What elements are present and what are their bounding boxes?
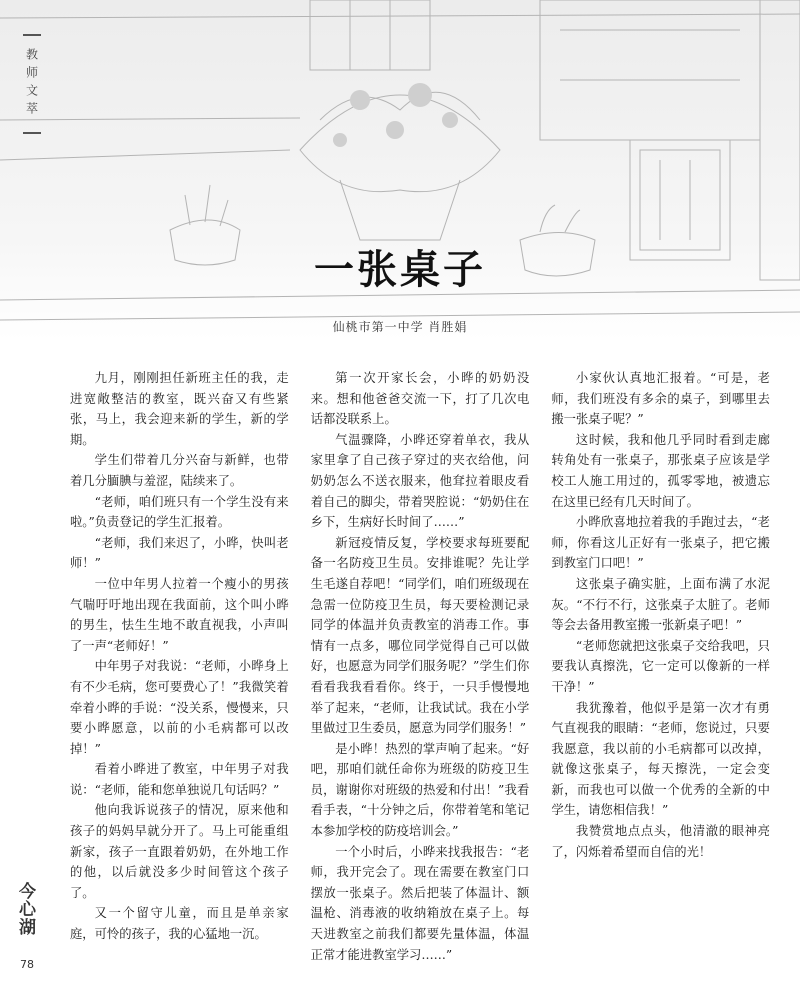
paragraph: 一个小时后，小晔来找我报告：“老师，我开完会了。现在需要在教室门口摆放一张桌子。然后把装了体温计、额温枪、消毒液的收纳箱放在桌子上。每天进教室之前我们都要先量体温，体温正常才能进教室学习……”: [310, 844, 530, 962]
paragraph: “老师，我们来迟了，小晔，快叫老师！”: [70, 535, 289, 571]
paragraph: 九月，刚刚担任新班主任的我，走进宽敞整洁的教室，既兴奋又有些紧张，马上，我会迎来新的学生，新的学期。: [70, 371, 289, 447]
paragraph: 第一次开家长会，小晔的奶奶没来。想和他爸爸交流一下，打了几次电话都没联系上。: [310, 371, 530, 427]
section-rule-bottom: [23, 132, 41, 134]
paragraph: “老师您就把这张桌子交给我吧，只要我认真擦洗，它一定可以像新的一样干净！”: [551, 638, 770, 694]
paragraph: 这时候，我和他几乎同时看到走廊转角处有一张桌子，那张桌子应该是学校工人施工用过的，孤零零地，被遗忘在这里已经有几天时间了。: [551, 432, 770, 509]
article-author: 仙桃市第一中学 肖胜娟: [332, 320, 468, 334]
section-rule-top: [23, 34, 41, 36]
page-number: 78: [20, 958, 34, 971]
paragraph: 看着小晔进了教室，中年男子对我说：“老师，能和您单独说几句话吗？”: [70, 762, 289, 797]
paragraph: 新冠疫情反复，学校要求每班要配备一名防疫卫生员。安排谁呢？先让学生毛遂自荐吧！“同学们，咱们班级现在急需一位防疫卫生员，每天要检测记录同学的体温并负责教室的消毒工作。事情有一点多，哪位同学觉得自己可以做好，也愿意为同学们服务呢？”学生们你看看我我看看你。终于，一只手慢慢地举了起来，“老师，让我试试。我在小学里做过卫生委员，愿意为同学们服务！”: [310, 535, 530, 736]
article-body: [70, 368, 770, 978]
paragraph: 小晔欣喜地拉着我的手跑过去，“老师，你看这儿正好有一张桌子，把它搬到教室门口吧！”: [551, 515, 770, 571]
paragraph: 我犹豫着，他似乎是第一次才有勇气直视我的眼睛：“老师，您说过，只要我愿意，我以前的小毛病都可以改掉，就像这张桌子，每天擦洗，一定会变新，而我也可以做一个优秀的全新的中学生，请您相信我！”: [551, 700, 770, 818]
section-label: [22, 30, 42, 138]
paragraph: 我赞赏地点点头，他清澈的眼神亮了，闪烁着希望而自信的光！: [551, 824, 770, 859]
paragraph: 气温骤降，小晔还穿着单衣，我从家里拿了自己孩子穿过的夹衣给他，问奶奶怎么不送衣服来，他耷拉着眼皮看着自己的脚尖，带着哭腔说：“奶奶住在乡下，生病好长时间了……”: [310, 432, 530, 530]
paragraph: 一位中年男人拉着一个瘦小的男孩气喘吁吁地出现在我面前，这个叫小晔的男生，怯生生地不敢直视我，小声叫了一声“老师好！”: [70, 576, 289, 653]
paragraph: 是小晔！热烈的掌声响了起来。“好吧，那咱们就任命你为班级的防疫卫生员，谢谢你对班级的热爱和付出！”我看看手表，“十分钟之后，你带着笔和笔记本参加学校的防疫培训会。”: [310, 741, 530, 839]
article-title: 一张桌子: [314, 247, 486, 293]
paragraph: 小家伙认真地汇报着。“可是，老师，我们班没有多余的桌子，到哪里去搬一张桌子呢？”: [551, 371, 770, 427]
paragraph: 学生们带着几分兴奋与新鲜，也带着几分腼腆与羞涩，陆续来了。: [70, 453, 289, 488]
paragraph: “老师，咱们班只有一个学生没有来啦。”负责登记的学生汇报着。: [70, 494, 289, 530]
paragraph: 这张桌子确实脏，上面布满了水泥灰。“不行不行，这张桌子太脏了。老师等会去备用教室搬一张新桌子吧！”: [551, 576, 770, 633]
paragraph: 又一个留守儿童，而且是单亲家庭，可怜的孩子，我的心猛地一沉。: [70, 906, 289, 942]
magazine-logo: 今心湖: [15, 882, 35, 936]
section-name: 教师文萃: [24, 48, 39, 120]
paragraph: 中年男子对我说：“老师，小晔身上有不少毛病，您可要费心了！”我微笑着牵着小晔的手说：“没关系，慢慢来，只要小晔愿意，以前的小毛病都可以改掉！”: [70, 659, 289, 756]
paragraph: 他向我诉说孩子的情况，原来他和孩子的妈妈早就分开了。马上可能重组新家，孩子一直跟着奶奶，在外地工作的他，以后就没多少时间管这个孩子了。: [70, 803, 289, 900]
